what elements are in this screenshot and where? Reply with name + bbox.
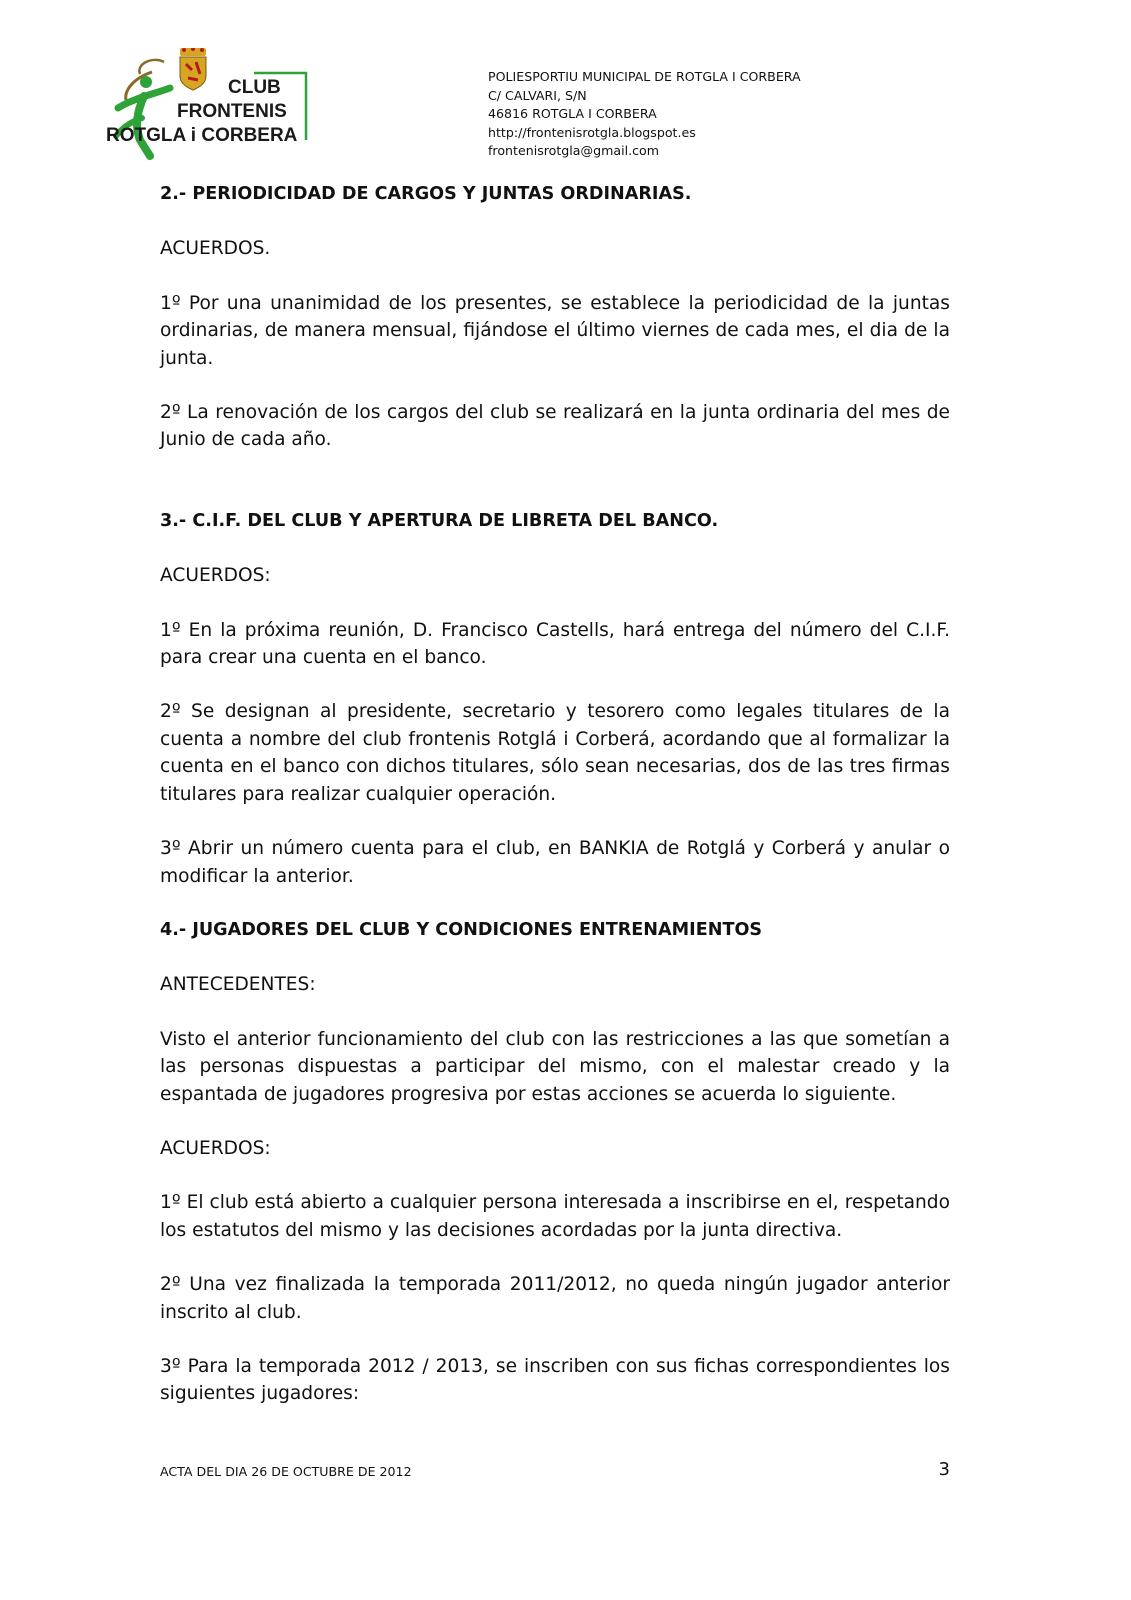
section-4-paragraph-2: 2º Una vez finalizada la temporada 2011/2012, no queda ningún jugador anterior inscrito al club. [160,1274,950,1323]
address-line-email: frontenisrotgla@gmail.com [488,143,659,158]
section-4-paragraph-1: 1º El club está abierto a cualquier persona interesada a inscribirse en el, respetando los estatutos del mismo y las decisiones acordadas por la junta directiva. [160,1192,950,1241]
section-3-paragraph-3: 3º Abrir un número cuenta para el club, en BANKIA de Rotglá y Corberá y anular o modificar la anterior. [160,838,950,887]
section-3-acuerdos-label: ACUERDOS: [160,565,271,587]
section-4-paragraph-3: 3º Para la temporada 2012 / 2013, se inscriben con sus fichas correspondientes los siguientes jugadores: [160,1355,950,1405]
header-address [488,68,801,161]
section-3-paragraph-2: 2º Se designan al presidente, secretario y tesorero como legales titulares de la cuenta a nombre del club frontenis Rotglá i Corberá, acordando que al formalizar la cuenta en el banco con dichos titulares, sólo sean necesarias, dos de las tres firmas titulares para realizar cualquier operación. [160,701,950,805]
section-2-paragraph-2: 2º La renovación de los cargos del club se realizará en la junta ordinaria del mes de Junio de cada año. [160,402,950,451]
logo-club-text: CLUB [228,77,281,98]
crest-icon [180,48,206,90]
section-4-antecedentes-label: ANTECEDENTES: [160,974,316,996]
section-2-heading: 2.- PERIODICIDAD DE CARGOS Y JUNTAS ORDINARIAS. [160,184,692,204]
section-4-antecedentes-text: Visto el anterior funcionamiento del club con las restricciones a las que sometían a las personas dispuestas a participar del mismo, con el malestar creado y la espantada de jugadores progresiva por estas acciones se acuerda lo siguiente. [160,1028,950,1105]
club-logo [104,48,314,160]
address-line-venue: POLIESPORTIU MUNICIPAL DE ROTGLA I CORBERA [488,69,801,84]
section-3-heading: 3.- C.I.F. DEL CLUB Y APERTURA DE LIBRETA DEL BANCO. [160,510,719,531]
section-2-paragraph-1: 1º Por una unanimidad de los presentes, se establece la periodicidad de la juntas ordinarias, de manera mensual, fijándose el último viernes de cada mes, el dia de la junta. [160,292,950,369]
footer-date: ACTA DEL DIA 26 DE OCTUBRE DE 2012 [160,1464,412,1479]
section-3-paragraph-1: 1º En la próxima reunión, D. Francisco Castells, hará entrega del número del C.I.F. para crear una cuenta en el banco. [160,619,950,669]
address-line-street: C/ CALVARI, S/N [488,87,587,103]
page-number: 3 [938,1459,950,1480]
section-2-acuerdos-label: ACUERDOS. [160,238,271,260]
logo-frontenis-text: FRONTENIS [177,101,287,122]
logo-rotgla-text: ROTGLA i CORBERA [106,125,298,146]
address-line-city: 46816 ROTGLA I CORBERA [488,106,657,121]
document-body [160,181,950,1408]
section-4-heading: 4.- JUGADORES DEL CLUB Y CONDICIONES ENTRENAMIENTOS [160,919,763,940]
address-line-website: http://frontenisrotgla.blogspot.es [488,124,696,140]
section-4-acuerdos-label: ACUERDOS: [160,1137,271,1159]
